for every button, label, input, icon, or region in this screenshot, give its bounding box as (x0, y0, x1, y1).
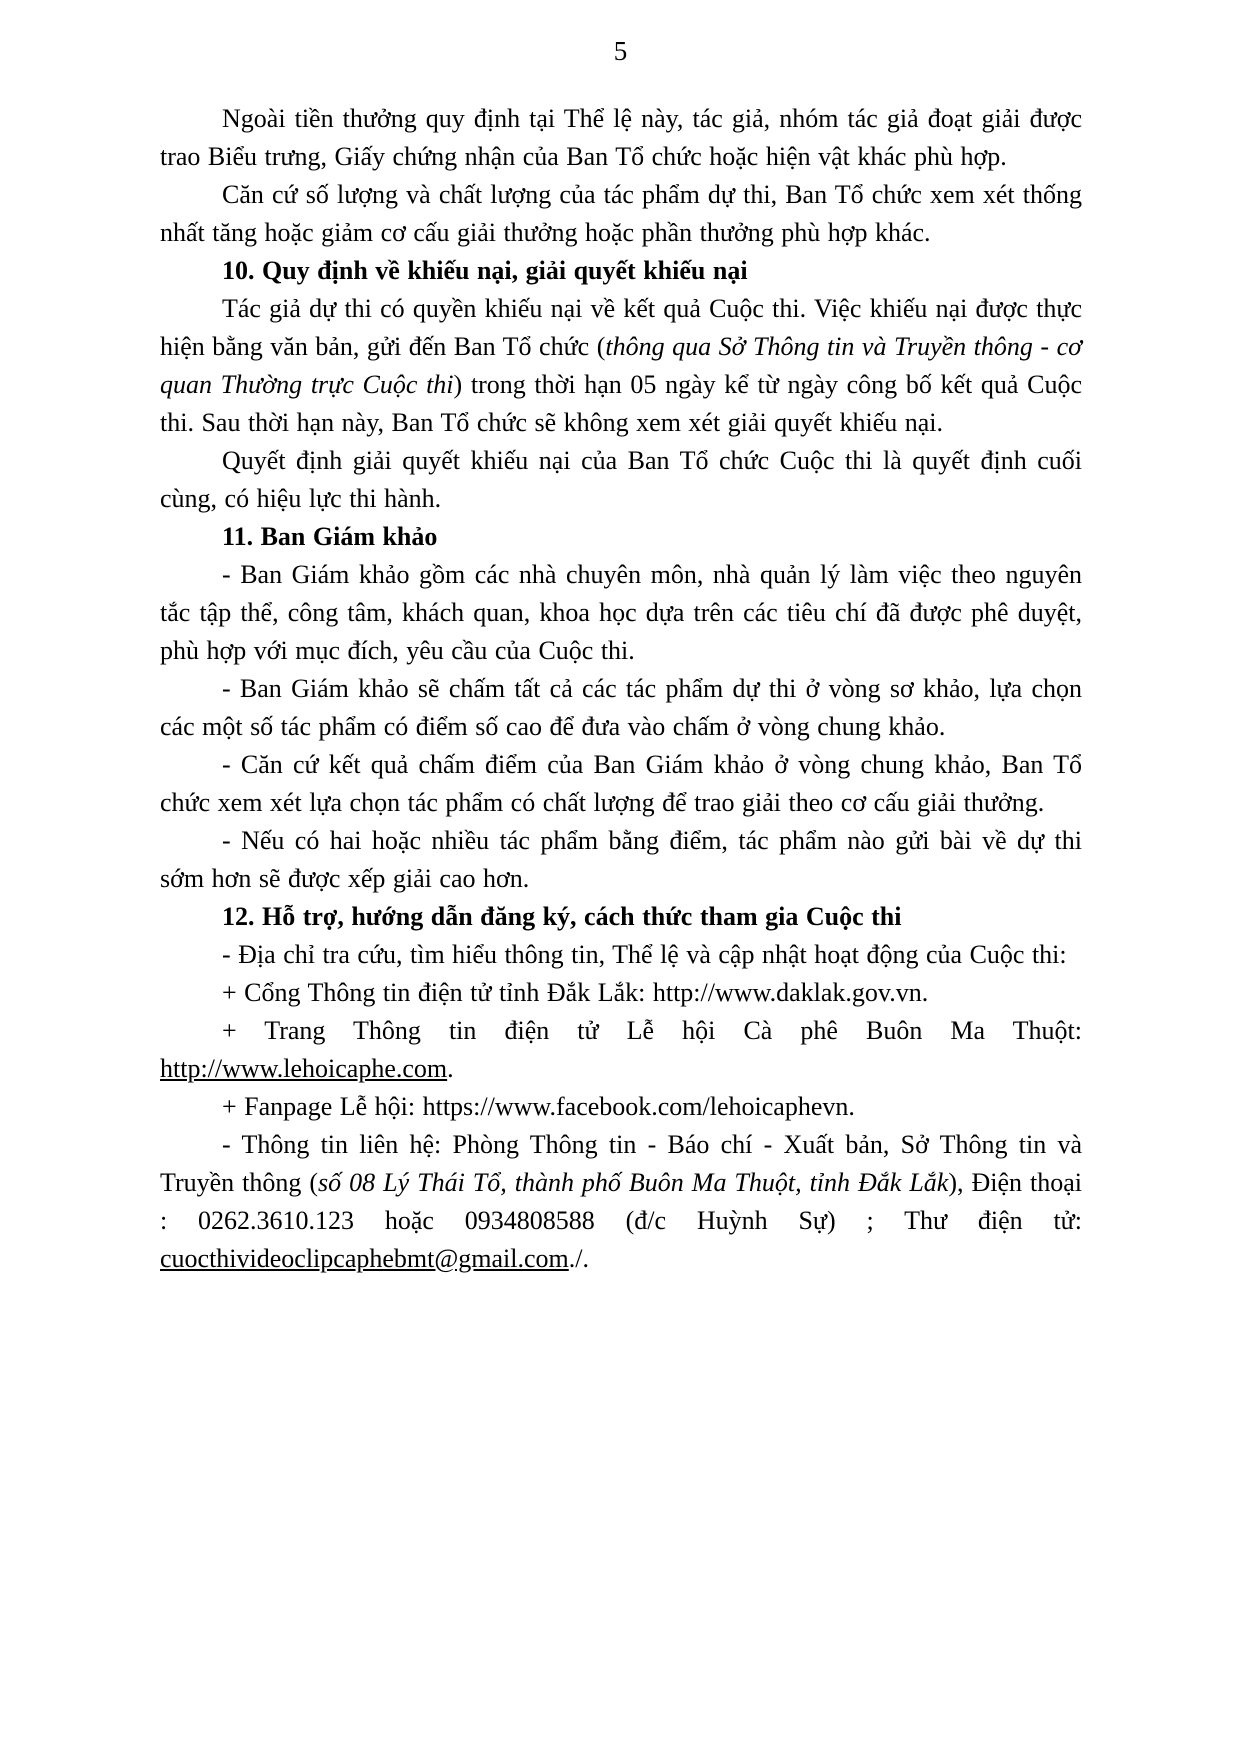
text-segment: - Ban Giám khảo sẽ chấm tất cả các tác phẩm dự thi ở vòng sơ khảo, lựa chọn các một số tác phẩm có điểm số cao để đưa vào chấm ở vòng chung khảo. (160, 674, 1082, 741)
para-info-lookup (160, 936, 1082, 974)
para-complaint-decision (160, 442, 1082, 518)
text-segment: ./. (568, 1244, 589, 1273)
heading-section-10 (160, 252, 1082, 290)
link-lehoicaphe-url[interactable]: http://www.lehoicaphe.com (160, 1054, 448, 1083)
heading-text: 10. Quy định về khiếu nại, giải quyết khiếu nại (222, 256, 748, 285)
para-jury-final-round (160, 746, 1082, 822)
heading-text: 11. Ban Giám khảo (222, 522, 438, 551)
text-segment: ), Điện thoại : 0262.3610.123 hoặc 0934808588 (đ/c Huỳnh Sự) ; Thư điện tử: (160, 1168, 1082, 1235)
italic-text: số 08 Lý Thái Tổ, thành phố Buôn Ma Thuột, tỉnh Đắk Lắk (318, 1168, 949, 1197)
heading-text: 12. Hỗ trợ, hướng dẫn đăng ký, cách thức tham gia Cuộc thi (222, 902, 902, 931)
text-segment: + Fanpage Lễ hội: https://www.facebook.com/lehoicaphevn. (222, 1092, 855, 1121)
heading-section-12 (160, 898, 1082, 936)
text-segment: - Thông tin liên hệ: Phòng Thông tin - Báo chí - Xuất bản, Sở Thông tin và Truyền thông ( (160, 1130, 1082, 1197)
page-number: 5 (613, 36, 628, 66)
text-segment: + Cổng Thông tin điện tử tỉnh Đắk Lắk: http://www.daklak.gov.vn. (222, 978, 929, 1007)
document-body (160, 100, 1082, 1278)
para-jury-tiebreak (160, 822, 1082, 898)
text-segment: - Ban Giám khảo gồm các nhà chuyên môn, nhà quản lý làm việc theo nguyên tắc tập thể, công tâm, khách quan, khoa học dựa trên các tiêu chí đã được phê duyệt, phù hợp với mục đích, yêu cầu của Cuộc thi. (160, 560, 1082, 665)
text-segment: - Địa chỉ tra cứu, tìm hiểu thông tin, Thể lệ và cập nhật hoạt động của Cuộc thi: (222, 940, 1067, 969)
para-jury-preliminary-round (160, 670, 1082, 746)
text-segment: - Căn cứ kết quả chấm điểm của Ban Giám khảo ở vòng chung khảo, Ban Tổ chức xem xét lựa chọn tác phẩm có chất lượng để trao giải theo cơ cấu giải thưởng. (160, 750, 1082, 817)
text-segment: Ngoài tiền thưởng quy định tại Thể lệ này, tác giả, nhóm tác giả đoạt giải được trao Biểu trưng, Giấy chứng nhận của Ban Tổ chức hoặc hiện vật khác phù hợp. (160, 104, 1082, 171)
para-award-adjustment (160, 176, 1082, 252)
text-segment: - Nếu có hai hoặc nhiều tác phẩm bằng điểm, tác phẩm nào gửi bài về dự thi sớm hơn sẽ được xếp giải cao hơn. (160, 826, 1082, 893)
para-complaint-procedure (160, 290, 1082, 442)
link-contact-email[interactable]: cuocthivideoclipcaphebmt@gmail.com (160, 1244, 569, 1273)
para-fanpage (160, 1088, 1082, 1126)
text-segment: ) trong thời hạn 05 ngày kể từ ngày công bố kết quả Cuộc thi. Sau thời hạn này, Ban Tổ chức sẽ không xem xét giải quyết khiếu nại. (160, 370, 1082, 437)
text-segment: Tác giả dự thi có quyền khiếu nại về kết quả Cuộc thi. Việc khiếu nại được thực hiện bằng văn bản, gửi đến Ban Tổ chức ( (160, 294, 1082, 361)
text-segment: + Trang Thông tin điện tử Lễ hội Cà phê Buôn Ma Thuột: (222, 1016, 1082, 1045)
para-jury-composition (160, 556, 1082, 670)
para-portal-daklak (160, 974, 1082, 1012)
text-segment: Quyết định giải quyết khiếu nại của Ban Tổ chức Cuộc thi là quyết định cuối cùng, có hiệu lực thi hành. (160, 446, 1082, 513)
italic-text: thông qua Sở Thông tin và Truyền thông - cơ quan Thường trực Cuộc thi (160, 332, 1082, 399)
para-award-extras (160, 100, 1082, 176)
text-segment: Căn cứ số lượng và chất lượng của tác phẩm dự thi, Ban Tổ chức xem xét thống nhất tăng hoặc giảm cơ cấu giải thưởng hoặc phần thưởng phù hợp khác. (160, 180, 1082, 247)
heading-section-11 (160, 518, 1082, 556)
para-portal-lehoicaphe (160, 1012, 1082, 1088)
text-segment: . (447, 1054, 454, 1083)
para-contact-info (160, 1126, 1082, 1278)
